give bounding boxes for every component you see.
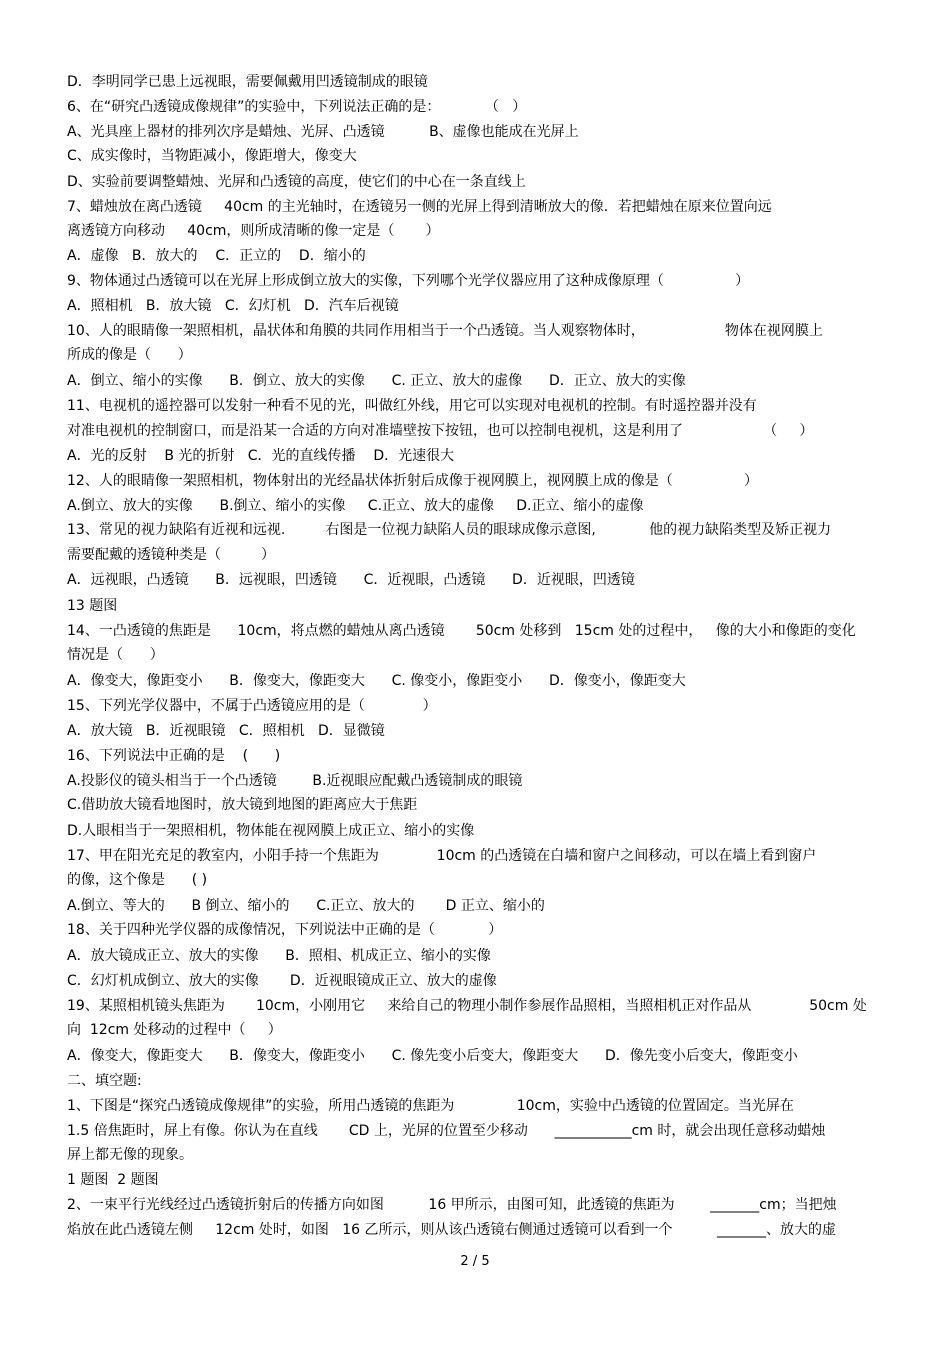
text-line: 1.5 倍焦距时，屏上有像。你认为在直线 CD 上，光屏的位置至少移动 ___________cm 时，就会出现任意移动蜡烛	[67, 1123, 826, 1139]
text-line: 2、一束平行光线经过凸透镜折射后的传播方向如图 16 甲所示，由图可知，此透镜的焦距为 _______cm；当把烛	[67, 1197, 837, 1213]
text-line: 焰放在此凸透镜左侧 12cm 处时，如图 16 乙所示，则从该凸透镜右侧通过透镜可以看到一个 _______、放大的虚	[67, 1222, 836, 1238]
text-line: 情况是（ ）	[67, 647, 164, 663]
text-line: A.倒立、放大的实像 B.倒立、缩小的实像 C.正立、放大的虚像 D.正立、缩小的虚像	[67, 498, 644, 514]
text-line: 离透镜方向移动 40cm，则所成清晰的像一定是（ ）	[67, 223, 440, 239]
text-line: 的像，这个像是 ( )	[67, 872, 208, 888]
text-line: 15、下列光学仪器中，不属于凸透镜应用的是（ ）	[67, 698, 437, 714]
text-line: 向 12cm 处移动的过程中（ ）	[67, 1022, 282, 1038]
text-line: 14、一凸透镜的焦距是 10cm，将点燃的蜡烛从离凸透镜 50cm 处移到 15cm 处的过程中， 像的大小和像距的变化	[67, 623, 856, 639]
text-line: A.倒立、等大的 B 倒立、缩小的 C.正立、放大的 D 正立、缩小的	[67, 898, 545, 914]
text-line: 屏上都无像的现象。	[67, 1147, 193, 1163]
section-heading: 二、填空题:	[67, 1073, 142, 1089]
text-line: D．李明同学已患上远视眼，需要佩戴用凹透镜制成的眼镜	[67, 74, 428, 90]
text-line: 19、某照相机镜头焦距为 10cm，小刚用它 来给自己的物理小制作参展作品照相，当照相机正对作品从 50cm 处	[67, 998, 867, 1014]
text-line: A.投影仪的镜头相当于一个凸透镜 B.近视眼应配戴凸透镜制成的眼镜	[67, 773, 523, 789]
text-line: A．放大镜 B．近视眼镜 C．照相机 D．显微镜	[67, 723, 385, 739]
text-line: A．像变大，像距变大 B．像变大，像距变小 C. 像先变小后变大，像距变大 D．像先变小后变大，像距变小	[67, 1048, 798, 1064]
text-line: A．倒立、缩小的实像 B．倒立、放大的实像 C. 正立、放大的虚像 D．正立、放大的实像	[67, 373, 686, 389]
text-line: A．放大镜成正立、放大的实像 B．照相、机成正立、缩小的实像	[67, 948, 491, 964]
text-line: 需要配戴的透镜种类是（ ）	[67, 547, 276, 563]
text-line: D.人眼相当于一架照相机，物体能在视网膜上成正立、缩小的实像	[67, 823, 475, 839]
text-line: 6、在“研究凸透镜成像规律”的实验中，下列说法正确的是： （ ）	[67, 99, 527, 115]
text-line: 12、人的眼睛像一架照相机，物体射出的光经晶状体折射后成像于视网膜上，视网膜上成的像是（ ）	[67, 473, 759, 489]
text-line: D、实验前要调整蜡烛、光屏和凸透镜的高度，使它们的中心在一条直线上	[67, 174, 526, 190]
text-line: 9、物体通过凸透镜可以在光屏上形成倒立放大的实像，下列哪个光学仪器应用了这种成像原理（ ）	[67, 273, 750, 289]
text-line: C、成实像时，当物距减小，像距增大，像变大	[67, 148, 357, 164]
text-line: 13、常见的视力缺陷有近视和远视. 右图是一位视力缺陷人员的眼球成像示意图, 他的视力缺陷类型及矫正视力	[67, 522, 832, 538]
text-line: A．像变大，像距变小 B．像变大，像距变大 C. 像变小，像距变小 D．像变小，像距变大	[67, 673, 686, 689]
text-line: 17、甲在阳光充足的教室内，小阳手持一个焦距为 10cm 的凸透镜在白墙和窗户之间移动，可以在墙上看到窗户	[67, 848, 817, 864]
text-line: 7、蜡烛放在离凸透镜 40cm 的主光轴时，在透镜另一侧的光屏上得到清晰放大的像．若把蜡烛在原来位置向远	[67, 199, 772, 215]
text-line: A．光的反射 B 光的折射 C．光的直线传播 D．光速很大	[67, 448, 455, 464]
figure-caption: 13 题图	[67, 598, 118, 614]
text-line: 16、下列说法中正确的是 ( )	[67, 748, 281, 764]
text-line: C．幻灯机成倒立、放大的实像 D．近视眼镜成正立、放大的虚像	[67, 973, 497, 989]
text-line: 10、人的眼睛像一架照相机，晶状体和角膜的共同作用相当于一个凸透镜。当人观察物体时， 物体在视网膜上	[67, 323, 823, 339]
text-line: A．远视眼，凸透镜 B．远视眼，凹透镜 C．近视眼，凸透镜 D．近视眼，凹透镜	[67, 572, 635, 588]
text-line: 对准电视机的控制窗口，而是沿某一合适的方向对准墙壁按下按钮，也可以控制电视机，这是利用了 （ ）	[67, 423, 814, 439]
text-line: 所成的像是（ ）	[67, 347, 192, 363]
text-line: A．虚像 B．放大的 C．正立的 D．缩小的	[67, 248, 366, 264]
text-line: A、光具座上器材的排列次序是蜡烛、光屏、凸透镜 B、虚像也能成在光屏上	[67, 124, 579, 140]
page-number: 2 / 5	[460, 1254, 490, 1269]
text-line: C.借助放大镜看地图时，放大镜到地图的距离应大于焦距	[67, 797, 418, 813]
text-line: 18、关于四种光学仪器的成像情况，下列说法中正确的是（ ）	[67, 922, 503, 938]
text-line: 1、下图是“探究凸透镜成像规律”的实验，所用凸透镜的焦距为 10cm，实验中凸透镜的位置固定。当光屏在	[67, 1098, 794, 1114]
text-line: A．照相机 B．放大镜 C．幻灯机 D．汽车后视镜	[67, 298, 399, 314]
text-line: 11、电视机的遥控器可以发射一种看不见的光，叫做红外线，用它可以实现对电视机的控制。有时遥控器并没有	[67, 398, 757, 414]
figure-caption: 1 题图 2 题图	[67, 1172, 159, 1188]
